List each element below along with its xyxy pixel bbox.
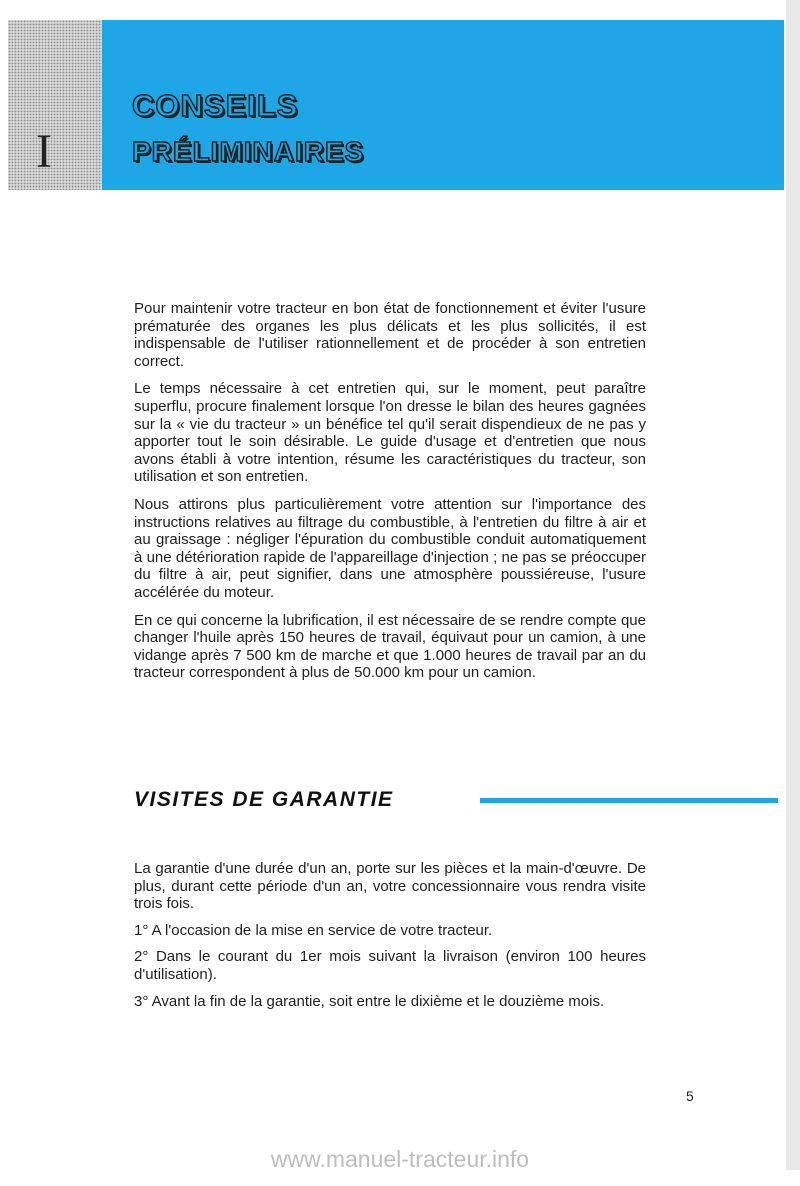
warranty-item: 1° A l'occasion de la mise en service de votre tracteur.	[134, 921, 493, 939]
warranty-item: 3° Avant la fin de la garantie, soit entre le dixième et le douzième mois.	[134, 992, 605, 1010]
page-edge	[786, 0, 800, 1170]
chapter-tab	[8, 20, 102, 190]
warranty-text	[134, 860, 646, 1019]
intro-paragraph: Pour maintenir votre tracteur en bon état de fonctionnement et éviter l'usure prématurée des organes les plus délicats et les plus sollicités, il est indispensable de l'utiliser rationnellement et de procéder à son entretien correct.	[134, 300, 646, 370]
chapter-title-line-1: CONSEILS	[132, 88, 299, 123]
intro-text	[134, 300, 646, 692]
warranty-item: 2° Dans le courant du 1er mois suivant la livraison (environ 100 heures d'utilisation).	[134, 948, 646, 983]
page-number: 5	[686, 1088, 694, 1104]
chapter-title-line-2: PRÉLIMINAIRES	[132, 136, 365, 167]
intro-paragraph: En ce qui concerne la lubrification, il est nécessaire de se rendre compte que changer l'huile après 150 heures de travail, équivaut pour un camion, à une vidange après 7 500 km de marche et que 1.000 heures de travail par an du tracteur correspondent à plus de 50.000 km pour un camion.	[134, 611, 646, 682]
section-rule	[480, 798, 778, 803]
section-heading-warranty: VISITES DE GARANTIE	[134, 788, 394, 811]
watermark: www.manuel-tracteur.info	[270, 1146, 530, 1172]
warranty-paragraph: La garantie d'une durée d'un an, porte sur les pièces et la main-d'œuvre. De plus, durant cette période d'un an, votre concessionnaire vous rendra visite trois fois.	[134, 860, 646, 913]
intro-paragraph: Le temps nécessaire à cet entretien qui, sur le moment, peut paraître superflu, procure finalement lorsque l'on dresse le bilan des heures gagnées sur la « vie du tracteur » un bénéfice tel qu'il serait dispendieux de ne pas y apporter tout le soin désirable. Le guide d'usage et d'entretien que nous avons établi à votre intention, résume les caractéristiques du tracteur, son utilisation et son entretien.	[134, 380, 646, 486]
chapter-numeral: I	[36, 125, 52, 178]
intro-paragraph: Nous attirons plus particulièrement votre attention sur l'importance des instructions relatives au filtrage du combustible, à l'entretien du filtre à air et au graissage : négliger l'épuration du combustible conduit automatiquement à une détérioration rapide de l'appareillage d'injection ; ne pas se préoccuper du filtre à air, peut signifier, dans une atmosphère poussiéreuse, l'usure accélérée du moteur.	[134, 495, 646, 601]
header-band	[102, 20, 784, 190]
